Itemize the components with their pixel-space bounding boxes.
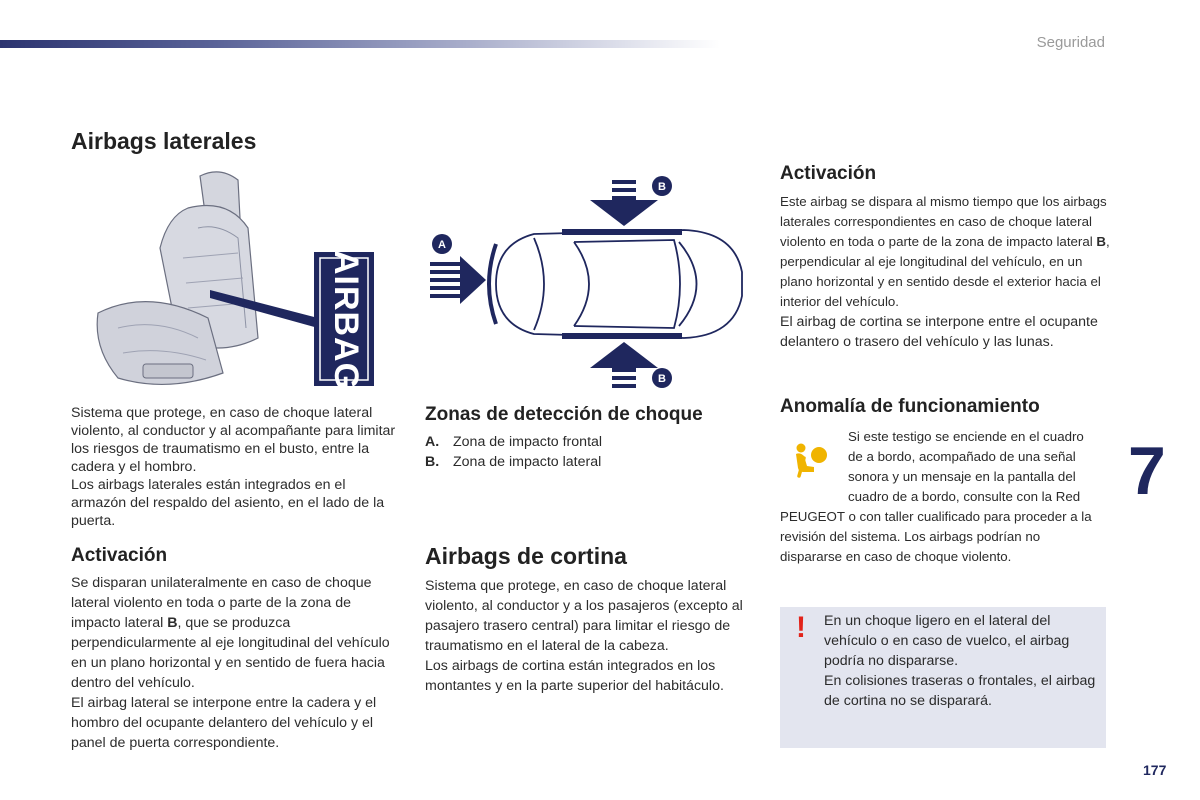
zone-a-text: Zona de impacto frontal <box>453 434 603 450</box>
warning-exclamation-icon: ! <box>796 611 806 644</box>
curtain-p2: Los airbags de cortina están integrados en los montantes y en la parte superior del habitáculo. <box>425 658 724 694</box>
zone-a-bracket <box>489 244 496 324</box>
zone-b-letter: B. <box>425 454 440 470</box>
right-activation-part2: , perpendicular al eje longitudinal del vehículo, en un plano horizontal y en sentido desde el exterior hacia el interior del vehículo. <box>780 234 1110 309</box>
curtain-text <box>425 576 755 696</box>
zone-b-text: Zona de impacto lateral <box>453 454 602 470</box>
right-activation-title: Activación <box>780 163 877 184</box>
left-activation-part2: , que se produzca perpendicularmente al eje longitudinal del vehículo en un plano horizontal y en sentido de fuera hacia dentro del vehículo. <box>71 615 390 691</box>
page-number: 177 <box>1143 762 1167 778</box>
section-label: Seguridad <box>1036 34 1105 51</box>
anomaly-line-3: sonora y un mensaje en la pantalla del <box>848 469 1076 484</box>
arrow-b-bottom <box>590 342 658 388</box>
left-activation-part1: Se disparan unilateralmente en caso de choque lateral violento en toda o parte de la zona de impacto lateral <box>71 575 372 631</box>
chapter-number: 7 <box>1128 433 1164 509</box>
curtain-title: Airbags de cortina <box>425 543 627 569</box>
anomaly-line-1: Si este testigo se enciende en el cuadro <box>848 429 1084 444</box>
left-activation-title: Activación <box>71 545 168 566</box>
zone-a-letter: A. <box>425 434 440 450</box>
right-activation-part1: Este airbag se dispara al mismo tiempo que los airbags laterales correspondientes en caso de choque lateral violento en toda o parte de la zona de impacto lateral <box>780 194 1107 249</box>
anomaly-title: Anomalía de funcionamiento <box>780 396 1040 417</box>
anomaly-line-4: cuadro de a bordo, consulte con la Red <box>848 489 1081 504</box>
header-gradient-bar <box>0 40 720 48</box>
zone-b-bar-bottom <box>562 333 682 339</box>
arrow-a <box>430 256 486 304</box>
arrow-b-top <box>590 180 658 226</box>
label-b-bottom: B <box>658 373 666 385</box>
anomaly-line-2: de a bordo, acompañado de una señal <box>848 449 1076 464</box>
left-intro-p1: Sistema que protege, en caso de choque lateral violento, al conductor y al acompañante para limitar los riesgos de traumatismo en el busto, entre la cadera y el hombro. <box>71 405 396 475</box>
warning-p1: En un choque ligero en el lateral del vehículo o en caso de vuelco, el airbag podría no dispararse. <box>824 613 1070 669</box>
warning-p2: En colisiones traseras o frontales, el airbag de cortina no se disparará. <box>824 673 1096 709</box>
anomaly-rest: PEUGEOT o con taller cualificado para proceder a la revisión del sistema. Los airbags podrían no dispararse en caso de choque violento. <box>780 509 1092 564</box>
right-activation-text <box>780 192 1110 352</box>
left-activation-text <box>71 573 401 753</box>
zones-title: Zonas de detección de choque <box>425 404 703 425</box>
right-activation-p2: El airbag de cortina se interpone entre el ocupante delantero o trasero del vehículo y las lunas. <box>780 314 1098 350</box>
airbags-laterales-title: Airbags laterales <box>71 128 257 154</box>
car-top-view <box>496 230 742 338</box>
zones-list <box>425 432 602 472</box>
right-activation-bold: B <box>1096 234 1106 249</box>
list-item <box>425 432 602 452</box>
label-b-top: B <box>658 181 666 193</box>
left-activation-p1 <box>71 573 401 693</box>
right-activation-p1 <box>780 192 1110 312</box>
left-activation-p2: El airbag lateral se interpone entre la cadera y el hombro del ocupante delantero del vehículo y el panel de puerta correspondiente. <box>71 695 377 751</box>
left-intro-p2: Los airbags laterales están integrados en el armazón del respaldo del asiento, en el lado de la puerta. <box>71 477 385 529</box>
impact-zones-diagram <box>424 172 754 394</box>
warning-box <box>780 607 1106 748</box>
airbag-tag-text: AIRBAG <box>327 249 366 391</box>
anomaly-text <box>780 427 1110 567</box>
left-activation-bold: B <box>167 615 178 631</box>
seat-airbag-illustration <box>88 168 378 400</box>
curtain-p1: Sistema que protege, en caso de choque lateral violento, al conductor y a los pasajeros (excepto al pasajero trasero central) para limitar el riesgo de traumatismo en el lateral de la cabeza. <box>425 578 743 654</box>
left-intro <box>71 404 401 530</box>
label-a: A <box>438 239 446 251</box>
list-item <box>425 452 602 472</box>
zone-b-bar-top <box>562 229 682 235</box>
warning-text <box>824 611 1104 711</box>
